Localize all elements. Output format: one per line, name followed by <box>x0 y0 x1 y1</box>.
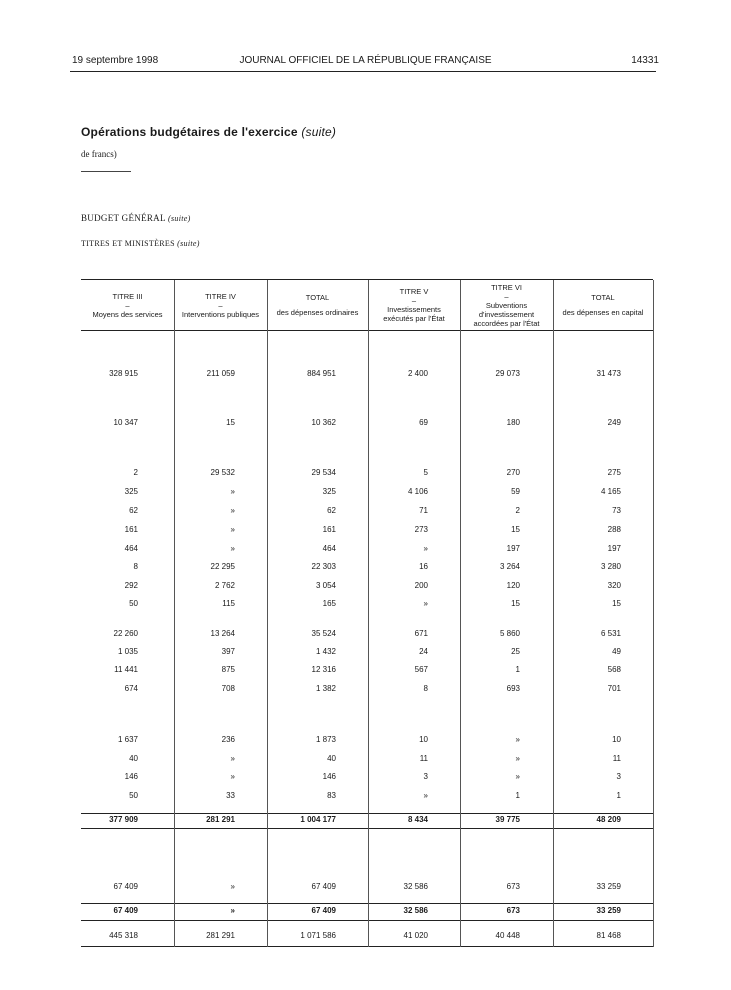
column-header-line: Subventions <box>485 300 528 310</box>
table-cell: 5 <box>423 468 428 477</box>
table-cell: 13 264 <box>210 629 235 638</box>
column-header-line: TOTAL <box>305 293 330 302</box>
table-cell: 115 <box>222 599 235 608</box>
table-cell: 67 409 <box>113 906 138 915</box>
table-cell: 1 382 <box>315 684 336 693</box>
section-budget-label: BUDGET GÉNÉRAL <box>81 213 166 223</box>
table-cell: 10 <box>419 735 428 744</box>
table-cell: 15 <box>226 418 235 427</box>
table-cell: 270 <box>506 468 520 477</box>
table-cell: 1 <box>616 791 621 800</box>
table-cell: 708 <box>221 684 235 693</box>
table-cell: 10 347 <box>113 418 138 427</box>
document-title-suite: (suite) <box>301 125 337 139</box>
table-cell: 48 209 <box>596 815 621 824</box>
table-cell: » <box>230 772 235 781</box>
table-cell: 3 <box>423 772 428 781</box>
table-cell: » <box>423 544 428 553</box>
column-header-line: Interventions publiques <box>181 309 260 319</box>
table-cell: 2 <box>133 468 138 477</box>
table-cell: 5 860 <box>499 629 520 638</box>
table-cell: » <box>423 599 428 608</box>
table-cell: 197 <box>506 544 520 553</box>
table-cell: 1 004 177 <box>300 815 336 824</box>
table-cell: 1 071 586 <box>300 931 336 940</box>
table-cell: 464 <box>322 544 336 553</box>
table-cell: 1 035 <box>117 647 138 656</box>
table-top-rule <box>81 279 653 280</box>
table-cell: 328 915 <box>109 369 138 378</box>
column-header <box>460 282 553 328</box>
journal-title: JOURNAL OFFICIEL DE LA RÉPUBLIQUE FRANÇAISE <box>239 55 492 66</box>
table-column-rule <box>460 280 461 947</box>
table-cell: 120 <box>506 581 520 590</box>
table-cell: » <box>515 754 520 763</box>
column-header-line: accordées par l'État <box>473 318 540 328</box>
column-header-line: – <box>125 300 130 310</box>
column-header-line: TITRE VI <box>491 282 522 292</box>
table-rule-3 <box>81 920 653 921</box>
header-date: 19 septembre 1998 <box>72 55 159 66</box>
table-cell: 31 473 <box>596 369 621 378</box>
table-cell: » <box>230 754 235 763</box>
column-header-line: Moyens des services <box>92 309 163 319</box>
table-cell: 292 <box>124 581 138 590</box>
table-cell: » <box>230 506 235 515</box>
table-subtotal-rule-top <box>81 813 653 814</box>
table-cell: 161 <box>322 525 336 534</box>
table-cell: 40 448 <box>495 931 520 940</box>
table-column-rule <box>368 280 369 947</box>
table-cell: 281 291 <box>206 931 235 940</box>
table-cell: 29 534 <box>311 468 336 477</box>
column-header-line: TITRE III <box>112 291 143 301</box>
table-cell: 33 <box>226 791 235 800</box>
table-subtotal-rule-bottom <box>81 828 653 829</box>
header-rule <box>70 71 656 72</box>
table-cell: 50 <box>129 791 138 800</box>
section-titres <box>81 239 200 248</box>
table-bottom-rule <box>81 946 653 947</box>
section-budget <box>81 213 191 223</box>
table-cell: 10 <box>612 735 621 744</box>
section-titres-suite: (suite) <box>177 239 200 248</box>
column-header <box>81 282 174 328</box>
table-cell: 32 586 <box>403 906 428 915</box>
table-cell: 22 260 <box>113 629 138 638</box>
table-cell: 568 <box>607 665 621 674</box>
table-cell: 67 409 <box>311 906 336 915</box>
table-cell: » <box>230 525 235 534</box>
table-cell: 40 <box>129 754 138 763</box>
table-cell: 33 259 <box>596 882 621 891</box>
table-column-rule <box>267 280 268 947</box>
table-cell: 3 054 <box>315 581 336 590</box>
table-head-rule <box>81 330 653 331</box>
table-cell: 567 <box>414 665 428 674</box>
table-cell: 884 951 <box>307 369 336 378</box>
table-cell: 35 524 <box>311 629 336 638</box>
table-cell: 41 020 <box>403 931 428 940</box>
table-cell: 8 434 <box>407 815 428 824</box>
table-column-rule <box>553 280 554 947</box>
table-cell: 73 <box>612 506 621 515</box>
table-cell: 875 <box>221 665 235 674</box>
table-cell: 15 <box>511 599 520 608</box>
table-cell: 15 <box>612 599 621 608</box>
column-header <box>267 282 368 328</box>
column-header-line: – <box>504 291 509 301</box>
table-cell: 15 <box>511 525 520 534</box>
table-cell: 81 468 <box>596 931 621 940</box>
table-cell: 1 637 <box>117 735 138 744</box>
table-cell: 62 <box>129 506 138 515</box>
table-cell: 50 <box>129 599 138 608</box>
table-cell: 3 280 <box>600 562 621 571</box>
table-cell: 673 <box>506 882 520 891</box>
table-column-rule <box>653 280 654 947</box>
table-cell: 10 362 <box>311 418 336 427</box>
table-cell: 1 432 <box>315 647 336 656</box>
column-header <box>368 282 460 328</box>
table-cell: 325 <box>124 487 138 496</box>
table-cell: 1 <box>515 791 520 800</box>
table-cell: 11 441 <box>114 665 138 674</box>
table-cell: 33 259 <box>596 906 621 915</box>
table-cell: 8 <box>423 684 428 693</box>
table-cell: 701 <box>607 684 621 693</box>
table-cell: 288 <box>607 525 621 534</box>
table-cell: 4 106 <box>407 487 428 496</box>
table-cell: 32 586 <box>403 882 428 891</box>
page-number: 14331 <box>631 55 659 66</box>
table-cell: 197 <box>607 544 621 553</box>
table-cell: 445 318 <box>109 931 138 940</box>
table-cell: 671 <box>414 629 428 638</box>
section-titres-label: TITRES ET MINISTÈRES <box>81 239 175 248</box>
table-cell: 275 <box>607 468 621 477</box>
table-cell: 165 <box>322 599 336 608</box>
table-cell: 3 <box>616 772 621 781</box>
table-cell: 29 532 <box>210 468 235 477</box>
short-rule <box>81 171 131 172</box>
table-cell: 211 059 <box>206 369 235 378</box>
table-cell: 693 <box>506 684 520 693</box>
column-header-line: d'investissement <box>478 309 535 319</box>
table-cell: 8 <box>133 562 138 571</box>
column-header-line: des dépenses en capital <box>562 308 644 317</box>
table-cell: 40 <box>327 754 336 763</box>
table-cell: » <box>230 487 235 496</box>
column-header-line: – <box>218 300 223 310</box>
table-cell: 377 909 <box>109 815 138 824</box>
table-cell: 397 <box>221 647 235 656</box>
table-cell: 2 <box>515 506 520 515</box>
table-cell: 83 <box>327 791 336 800</box>
table-cell: 1 873 <box>315 735 336 744</box>
table-cell: 320 <box>607 581 621 590</box>
table-cell: 12 316 <box>311 665 336 674</box>
table-cell: 62 <box>327 506 336 515</box>
column-header-line: TITRE IV <box>205 291 236 301</box>
column-header-line: des dépenses ordinaires <box>276 308 359 317</box>
table-cell: » <box>230 906 235 915</box>
table-cell: 29 073 <box>495 369 520 378</box>
table-cell: 2 400 <box>407 369 428 378</box>
table-cell: 200 <box>414 581 428 590</box>
document-title-text: Opérations budgétaires de l'exercice <box>81 125 298 139</box>
column-header-line: – <box>411 296 417 305</box>
section-budget-suite: (suite) <box>168 214 191 223</box>
document-title <box>81 125 336 139</box>
table-column-rule <box>174 280 175 947</box>
table-cell: 273 <box>414 525 428 534</box>
table-cell: » <box>230 544 235 553</box>
table-cell: 180 <box>506 418 520 427</box>
table-cell: 3 264 <box>499 562 520 571</box>
table-cell: » <box>515 735 520 744</box>
column-header-line: TOTAL <box>591 293 615 302</box>
table-cell: 249 <box>607 418 621 427</box>
column-header-line: TITRE V <box>399 287 429 296</box>
table-cell: 24 <box>419 647 428 656</box>
table-cell: 236 <box>221 735 235 744</box>
table-cell: 49 <box>612 647 621 656</box>
document-subtitle: de francs) <box>81 149 117 159</box>
table-cell: 39 775 <box>495 815 520 824</box>
table-cell: 674 <box>124 684 138 693</box>
column-header-line: Investissements <box>387 305 441 314</box>
table-cell: 673 <box>506 906 520 915</box>
column-header <box>174 282 267 328</box>
table-cell: 16 <box>419 562 428 571</box>
table-cell: 464 <box>124 544 138 553</box>
table-cell: 11 <box>419 754 428 763</box>
column-header-line: exécutés par l'État <box>383 314 445 323</box>
table-cell: 4 165 <box>600 487 621 496</box>
column-header <box>553 282 653 328</box>
table-cell: 67 409 <box>311 882 336 891</box>
table-rule-2 <box>81 903 653 904</box>
table-cell: 71 <box>419 506 428 515</box>
table-cell: 161 <box>124 525 138 534</box>
table-cell: 59 <box>511 487 520 496</box>
table-cell: 281 291 <box>206 815 235 824</box>
table-cell: 6 531 <box>600 629 621 638</box>
table-cell: 325 <box>322 487 336 496</box>
table-cell: » <box>423 791 428 800</box>
table-cell: » <box>230 882 235 891</box>
table-cell: 146 <box>322 772 336 781</box>
table-cell: 69 <box>419 418 428 427</box>
table-cell: 22 295 <box>210 562 235 571</box>
table-cell: 22 303 <box>311 562 336 571</box>
table-cell: 11 <box>612 754 621 763</box>
table-cell: 146 <box>124 772 138 781</box>
table-cell: » <box>515 772 520 781</box>
table-cell: 1 <box>515 665 520 674</box>
table-cell: 67 409 <box>113 882 138 891</box>
table-cell: 25 <box>511 647 520 656</box>
table-cell: 2 762 <box>214 581 235 590</box>
